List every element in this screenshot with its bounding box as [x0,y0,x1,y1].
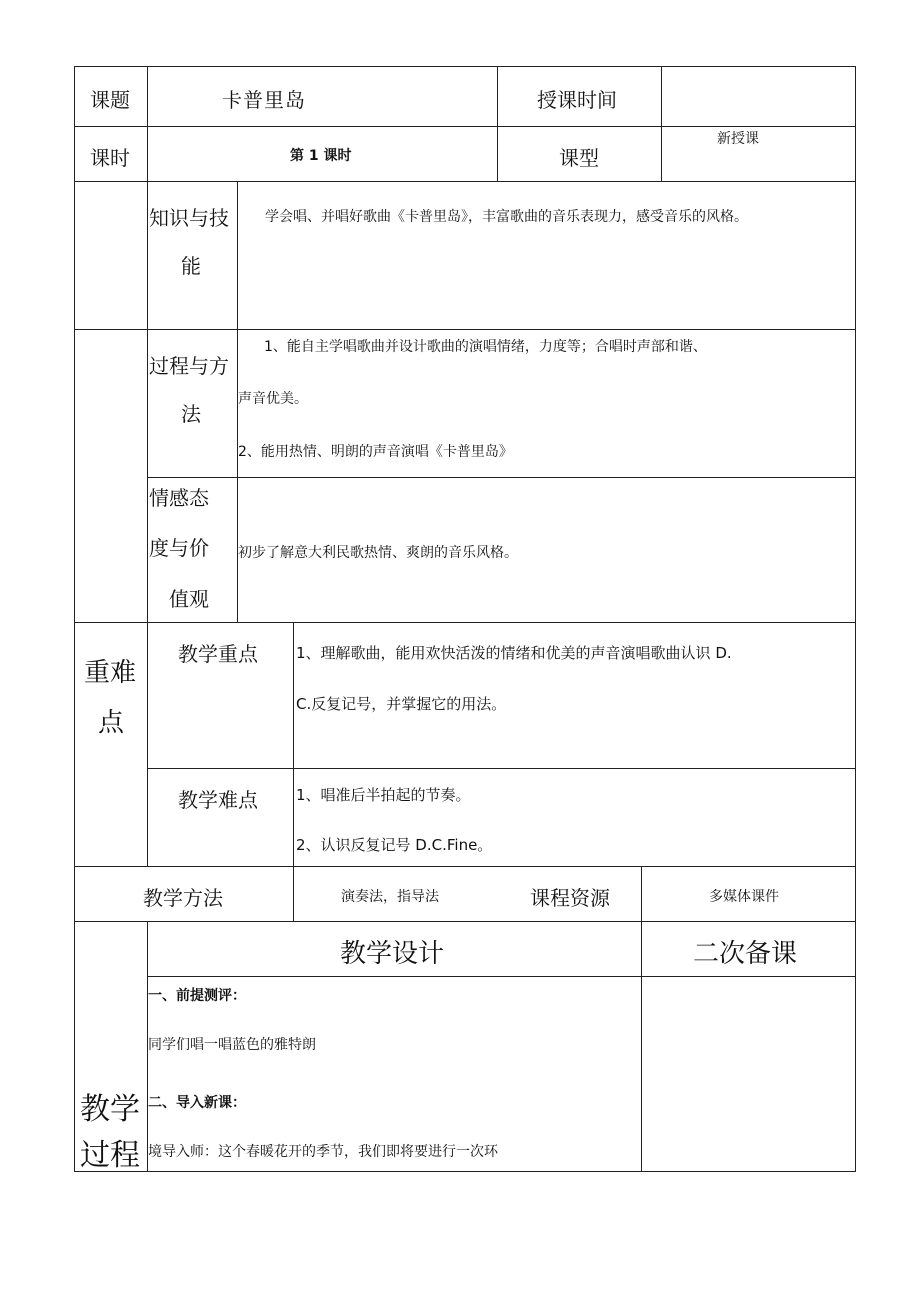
knowledge-label-line1: 知识与技 [149,206,229,230]
process-text-line2: 声音优美。 [238,391,308,407]
method-value: 演奏法，指导法 [341,889,439,905]
grid-line [147,976,856,977]
step1-title: 一、前提测评： [148,988,246,1004]
emotion-label-line1: 情感态 [149,486,209,510]
grid-line [74,866,856,867]
topic-label: 课题 [90,88,130,112]
grid-line [74,921,856,922]
topic-value: 卡普里岛 [222,88,306,112]
grid-line [147,622,148,867]
process-label-line1: 过程与方 [149,354,229,378]
design-header: 教学设计 [340,939,445,969]
emotion-label-line2: 度与价 [149,536,209,560]
difficulty-label: 教学难点 [178,788,258,812]
grid-line [74,66,75,1172]
process-label-line2: 法 [181,402,201,426]
focus-text-line1: 1、理解歌曲，能用欢快活泼的情绪和优美的声音演唱歌曲认识 D. [296,644,732,662]
focus-text-line2: C.反复记号，并掌握它的用法。 [296,695,507,713]
grid-line [293,622,294,867]
key-points-label-line2: 点 [98,708,125,738]
time-label: 授课时间 [537,88,617,112]
grid-line [74,126,856,127]
grid-line [74,329,856,330]
process-text-line3: 2、能用热情、明朗的声音演唱《卡普里岛》 [238,444,513,460]
step2-text: 境导入师：这个春暖花开的季节，我们即将要进行一次环 [148,1144,498,1160]
grid-line [147,768,856,769]
resource-label: 课程资源 [530,886,610,910]
focus-label: 教学重点 [178,642,258,666]
type-label: 课型 [559,146,599,170]
type-value: 新授课 [717,131,759,147]
knowledge-text: 学会唱、并唱好歌曲《卡普里岛》，丰富歌曲的音乐表现力，感受音乐的风格。 [265,209,748,225]
step1-text: 同学们唱一唱蓝色的雅特朗 [148,1037,316,1053]
process-text-line1: 1、能自主学唱歌曲并设计歌曲的演唱情绪，力度等；合唱时声部和谐、 [264,339,707,355]
grid-line [147,477,856,478]
grid-line [641,921,642,1172]
step2-title: 二、导入新课： [148,1095,246,1111]
process-section-label-line1: 教学 [80,1092,140,1127]
period-label: 课时 [90,146,130,170]
difficulty-text-line1: 1、唱准后半拍起的节奏。 [296,786,471,804]
grid-line [74,1171,856,1172]
knowledge-label-line2: 能 [181,254,201,278]
key-points-label-line1: 重难 [84,658,137,688]
process-section-label-line2: 过程 [80,1138,140,1173]
grid-line [855,66,856,1172]
emotion-label-line3: 值观 [169,587,209,611]
grid-line [74,66,856,67]
grid-line [147,66,148,182]
backup-header: 二次备课 [693,939,798,969]
grid-line [74,622,856,623]
grid-line [641,866,642,922]
resource-value: 多媒体课件 [709,889,779,905]
emotion-text: 初步了解意大利民歌热情、爽朗的音乐风格。 [238,545,518,561]
grid-line [661,66,662,182]
period-value: 第 1 课时 [290,148,352,164]
method-label: 教学方法 [143,886,223,910]
grid-line [147,181,148,623]
grid-line [293,866,294,922]
grid-line [497,66,498,182]
difficulty-text-line2: 2、认识反复记号 D.C.Fine。 [296,836,493,854]
grid-line [74,181,856,182]
